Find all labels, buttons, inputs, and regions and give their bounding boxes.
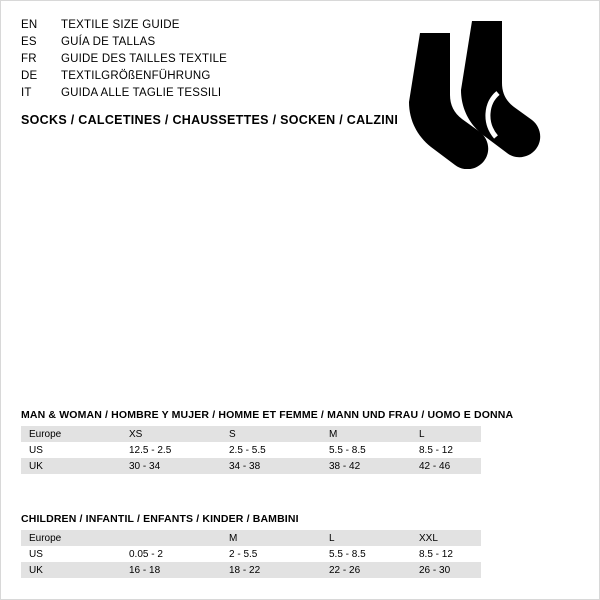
language-row [21, 85, 361, 102]
table-cell: 42 - 46 [411, 458, 481, 474]
table-header-cell [121, 530, 221, 546]
table-cell: 5.5 - 8.5 [321, 442, 411, 458]
language-row [21, 68, 361, 85]
language-code: ES [21, 36, 37, 48]
table-cell: 0.05 - 2 [121, 546, 221, 562]
language-code: EN [21, 19, 38, 31]
table-children [21, 513, 481, 578]
table-header-cell: XXL [411, 530, 481, 546]
language-label: GUIDA ALLE TAGLIE TESSILI [61, 87, 222, 99]
language-label: TEXTILE SIZE GUIDE [61, 19, 180, 31]
socks-illustration [406, 19, 576, 169]
table-row [21, 458, 481, 474]
language-label: GUIDE DES TAILLES TEXTILE [61, 53, 228, 65]
table-cell: 38 - 42 [321, 458, 411, 474]
table-cell: UK [21, 458, 121, 474]
table-cell: 26 - 30 [411, 562, 481, 578]
table-cell: 16 - 18 [121, 562, 221, 578]
table-header-cell: M [321, 426, 411, 442]
table-row [21, 562, 481, 578]
table-men-women [21, 409, 514, 474]
language-code: IT [21, 87, 32, 99]
language-code: FR [21, 53, 37, 65]
language-row [21, 17, 361, 34]
table-header-cell: M [221, 530, 321, 546]
language-label: TEXTILGRÖßENFÜHRUNG [61, 70, 211, 82]
table-header-cell: L [411, 426, 481, 442]
table-caption: CHILDREN / INFANTIL / ENFANTS / KINDER / BAMBINI [21, 513, 299, 525]
table-cell: US [21, 442, 121, 458]
table-cell: 8.5 - 12 [411, 442, 481, 458]
language-label: GUÍA DE TALLAS [61, 36, 156, 48]
table-header-cell: S [221, 426, 321, 442]
table-cell: UK [21, 562, 121, 578]
table-cell: 34 - 38 [221, 458, 321, 474]
language-list [21, 17, 361, 102]
table-cell: 12.5 - 2.5 [121, 442, 221, 458]
table-cell: 2 - 5.5 [221, 546, 321, 562]
table-header-cell: L [321, 530, 411, 546]
product-title: SOCKS / CALCETINES / CHAUSSETTES / SOCKEN / CALZINI [21, 113, 399, 127]
table-cell: 5.5 - 8.5 [321, 546, 411, 562]
table-cell: 18 - 22 [221, 562, 321, 578]
table-header-row [21, 426, 481, 442]
language-row [21, 34, 361, 51]
table-caption: MAN & WOMAN / HOMBRE Y MUJER / HOMME ET FEMME / MANN UND FRAU / UOMO E DONNA [21, 409, 514, 421]
language-row [21, 51, 361, 68]
language-code: DE [21, 70, 38, 82]
table-cell: 30 - 34 [121, 458, 221, 474]
table-header-cell: XS [121, 426, 221, 442]
table-cell: 22 - 26 [321, 562, 411, 578]
table-cell: US [21, 546, 121, 562]
table-header-row [21, 530, 481, 546]
table-cell: 2.5 - 5.5 [221, 442, 321, 458]
table-cell: 8.5 - 12 [411, 546, 481, 562]
size-table [21, 426, 481, 474]
table-row [21, 546, 481, 562]
table-header-cell: Europe [21, 426, 121, 442]
table-row [21, 442, 481, 458]
table-header-cell: Europe [21, 530, 121, 546]
size-table [21, 530, 481, 578]
